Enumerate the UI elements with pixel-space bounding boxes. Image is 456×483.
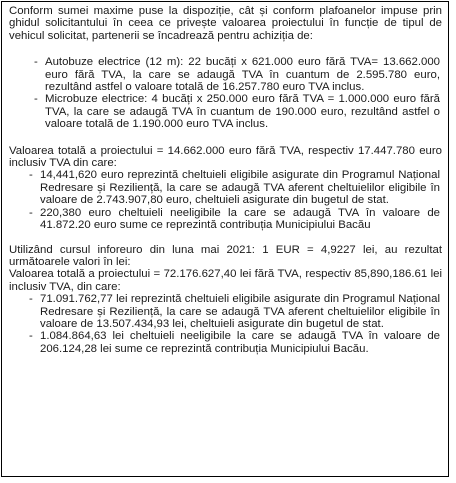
document-box xyxy=(1,1,449,477)
bullet-dash: - xyxy=(34,93,38,106)
list-item-eur-eligible xyxy=(29,169,440,206)
list-item-text: Microbuze electrice: 4 bucăți x 250.000 euro fără TVA = 1.000.000 euro fără TVA, la care se adaugă TVA în cuantum de 190.000 euro, rezultând astfel o valoare totală de 1.190.000 euro TVA inclus. xyxy=(45,93,440,131)
spacer xyxy=(9,232,442,244)
list-item-text: Autobuze electrice (12 m): 22 bucăți x 621.000 euro fără TVA= 13.662.000 euro fără TVA, la care se adaugă TVA în cuantum de 2.595.780 euro, rezultând astfel o valoare totală de 16.257.780 euro TVA inclus. xyxy=(45,56,440,94)
eur-breakdown-list xyxy=(29,169,440,231)
list-item-electric-minibuses xyxy=(34,93,440,130)
list-item-eur-ineligible xyxy=(29,207,440,232)
lei-total-paragraph: Valoarea totală a proiectului = 72.176.627,40 lei fără TVA, respectiv 85,890,186.61 lei inclusiv TVA, din care: xyxy=(9,268,442,293)
list-item-text: 220,380 euro cheltuieli neeligibile la care se adaugă TVA în valoare de 41.872.20 euro sume ce reprezintă contribuția Municipiului Bacău xyxy=(40,206,440,232)
list-item-lei-ineligible xyxy=(29,330,440,355)
list-item-lei-eligible xyxy=(29,293,440,330)
list-item-text: 71.091.762,77 lei reprezintă cheltuieli eligibile asigurate din Programul Național Redresare și Reziliență, la care se adaugă TVA aferent cheltuielilor eligibile în valoare de 13.507.434,93 lei, cheltuieli asigurate din bugetul de stat. xyxy=(40,293,440,330)
eur-total-paragraph: Valoarea totală a proiectului = 14.662.000 euro fără TVA, respectiv 17.447.780 euro inclusiv TVA din care: xyxy=(9,144,442,170)
bullet-dash: - xyxy=(29,293,33,306)
spacer xyxy=(9,131,442,145)
bullet-dash: - xyxy=(29,206,33,219)
bullet-dash: - xyxy=(34,56,38,69)
bullet-dash: - xyxy=(29,169,33,182)
intro-paragraph: Conform sumei maxime puse la dispoziție, cât și conform plafoanelor impuse prin ghidul solicitantului în ceea ce privește valoarea proiectului în funcție de tipul de vehicul solicitat, partenerii se încadrează pentru achiziția de: xyxy=(9,5,442,42)
list-item-text: 14,441,620 euro reprezintă cheltuieli eligibile asigurate din Programul Național Redresare și Reziliență, la care se adaugă TVA aferent cheltuielilor eligibile în valoare de 2.743.907,80 euro, cheltuieli asigurate din bugetul de stat. xyxy=(40,169,440,207)
lei-breakdown-list xyxy=(29,293,440,355)
bullet-dash: - xyxy=(29,330,33,343)
list-item-electric-buses xyxy=(34,56,440,93)
vehicle-list xyxy=(34,56,440,130)
exchange-rate-paragraph: Utilizând cursul inforeuro din luna mai 2021: 1 EUR = 4,9227 lei, au rezultat următoarele valori în lei: xyxy=(9,243,442,268)
spacer xyxy=(9,42,442,56)
list-item-text: 1.084.864,63 lei cheltuieli neeligibile la care se adaugă TVA în valoare de 206.124,28 lei sume ce reprezintă contribuția Municipiului Bacău. xyxy=(40,330,440,355)
